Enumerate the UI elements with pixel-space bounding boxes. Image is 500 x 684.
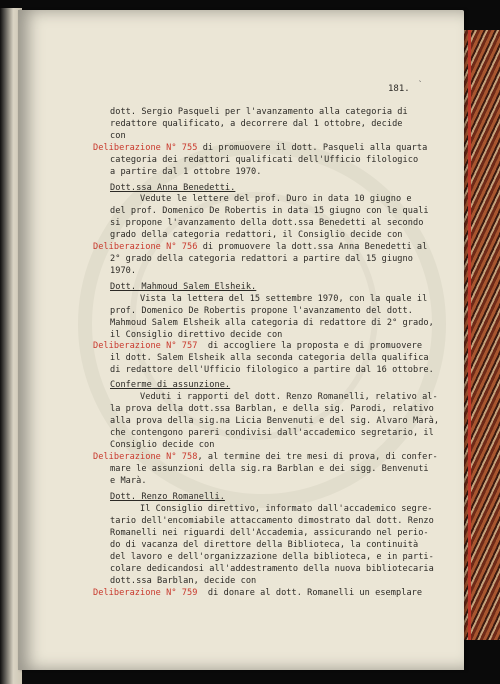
- line-text: Veduti i rapporti del dott. Renzo Romanelli, relativo al-: [140, 392, 438, 402]
- deliberation-line: [93, 143, 427, 153]
- heading-text: Dott.ssa Anna Benedetti.: [110, 183, 236, 193]
- text-line: [110, 416, 439, 426]
- text-line: [110, 119, 403, 129]
- line-text: 1970.: [110, 266, 137, 276]
- text-line: [110, 254, 413, 264]
- line-text: di promuovere la dott.ssa Anna Benedetti al: [197, 242, 428, 252]
- line-text: , al termine dei tre mesi di prova, di confer-: [197, 452, 438, 462]
- text-line: [140, 294, 427, 304]
- text-line: [110, 552, 434, 562]
- deliberation-number: Deliberazione N° 759: [93, 588, 198, 598]
- text-line: [110, 428, 434, 438]
- cover-edge-line: [468, 30, 471, 640]
- line-text: che contengono pareri condivisi dall'accademico segretario, il: [110, 428, 434, 438]
- text-line: [110, 464, 429, 474]
- text-line: [110, 476, 147, 486]
- line-text: 2° grado della categoria redattori a partire dal 15 giugno: [110, 254, 413, 264]
- text-line: [110, 440, 214, 450]
- line-text: Vista la lettera del 15 settembre 1970, con la quale il: [140, 294, 428, 304]
- deliberation-number: Deliberazione N° 756: [93, 242, 198, 252]
- line-text: alla prova della sig.na Licia Benvenuti e del sig. Alvaro Marà,: [110, 416, 440, 426]
- text-line: [110, 540, 418, 550]
- text-line: [140, 392, 438, 402]
- line-text: Consiglio decide con: [110, 440, 215, 450]
- text-line: [110, 218, 423, 228]
- line-text: e Marà.: [110, 476, 147, 486]
- line-text: Romanelli nei riguardi dell'Accademia, assicurando nel perio-: [110, 528, 429, 538]
- text-line: [110, 131, 126, 141]
- line-text: tario dell'encomiabile attaccamento dimostrato dal dott. Renzo: [110, 516, 434, 526]
- heading-text: Dott. Mahmoud Salem Elsheik.: [110, 282, 257, 292]
- text-line: [110, 306, 413, 316]
- deliberation-line: [93, 341, 422, 351]
- deliberation-number: Deliberazione N° 757: [93, 341, 198, 351]
- line-text: con: [110, 131, 126, 141]
- text-line: [110, 576, 256, 586]
- section-heading: [110, 492, 225, 502]
- line-text: dott.ssa Barblan, decide con: [110, 576, 257, 586]
- line-text: prof. Domenico De Robertis propone l'avanzamento del dott.: [110, 306, 413, 316]
- deliberation-line: [93, 242, 427, 252]
- section-heading: [110, 183, 235, 193]
- line-text: di redattore dell'Ufficio filologico a partire dal 16 ottobre.: [110, 365, 434, 375]
- line-text: Vedute le lettere del prof. Duro in data 10 giugno e: [140, 194, 412, 204]
- text-line: [110, 230, 403, 240]
- text-line: [110, 318, 434, 328]
- deliberation-line: [93, 452, 438, 462]
- heading-text: Conferme di assunzione.: [110, 380, 231, 390]
- heading-text: Dott. Renzo Romanelli.: [110, 492, 225, 502]
- line-text: dott. Sergio Pasqueli per l'avanzamento alla categoria di: [110, 107, 408, 117]
- line-text: si propone l'avanzamento della dott.ssa Benedetti al secondo: [110, 218, 424, 228]
- text-line: [110, 155, 418, 165]
- line-text: Il Consiglio direttivo, informato dall'accademico segre-: [140, 504, 433, 514]
- deliberation-number: Deliberazione N° 755: [93, 143, 198, 153]
- line-text: di accogliere la proposta e di promuovere: [197, 341, 423, 351]
- text-line: [110, 206, 429, 216]
- text-line: [110, 167, 262, 177]
- line-text: del lavoro e dell'organizzazione della biblioteca, e in parti-: [110, 552, 434, 562]
- line-text: colare dedicandosi all'addestramento della nuova bibliotecaria: [110, 564, 434, 574]
- page-number: 181.: [388, 84, 410, 94]
- section-heading: [110, 282, 256, 292]
- text-line: [110, 564, 434, 574]
- text-line: [110, 516, 434, 526]
- line-text: categoria dei redattori qualificati dell'Ufficio filologico: [110, 155, 419, 165]
- line-text: del prof. Domenico De Robertis in data 15 giugno con le quali: [110, 206, 429, 216]
- line-text: do di vacanza del direttore della Biblioteca, la continuità: [110, 540, 419, 550]
- margin-tick: `: [418, 80, 423, 89]
- text-line: [140, 504, 433, 514]
- text-line: [110, 266, 136, 276]
- text-line: [110, 107, 408, 117]
- deliberation-number: Deliberazione N° 758: [93, 452, 198, 462]
- line-text: a partire dal 1 ottobre 1970.: [110, 167, 262, 177]
- text-line: [140, 194, 412, 204]
- line-text: di donare al dott. Romanelli un esemplare: [197, 588, 423, 598]
- line-text: la prova della dott.ssa Barblan, e della sig. Parodi, relativo: [110, 404, 434, 414]
- line-text: il Consiglio direttivo decide con: [110, 330, 283, 340]
- text-line: [110, 404, 434, 414]
- text-line: [110, 330, 282, 340]
- text-line: [110, 528, 429, 538]
- deliberation-line: [93, 588, 422, 598]
- section-heading: [110, 380, 230, 390]
- text-line: [110, 353, 429, 363]
- line-text: di promuovere il dott. Pasqueli alla quarta: [197, 143, 428, 153]
- line-text: mare le assunzioni della sig.ra Barblan e dei sigg. Benvenuti: [110, 464, 429, 474]
- line-text: il dott. Salem Elsheik alla seconda categoria della qualifica: [110, 353, 429, 363]
- line-text: Mahmoud Salem Elsheik alla categoria di redattore di 2° grado,: [110, 318, 434, 328]
- text-line: [110, 365, 434, 375]
- line-text: grado della categoria redattori, il Consiglio decide con: [110, 230, 403, 240]
- line-text: redattore qualificato, a decorrere dal 1 ottobre, decide: [110, 119, 403, 129]
